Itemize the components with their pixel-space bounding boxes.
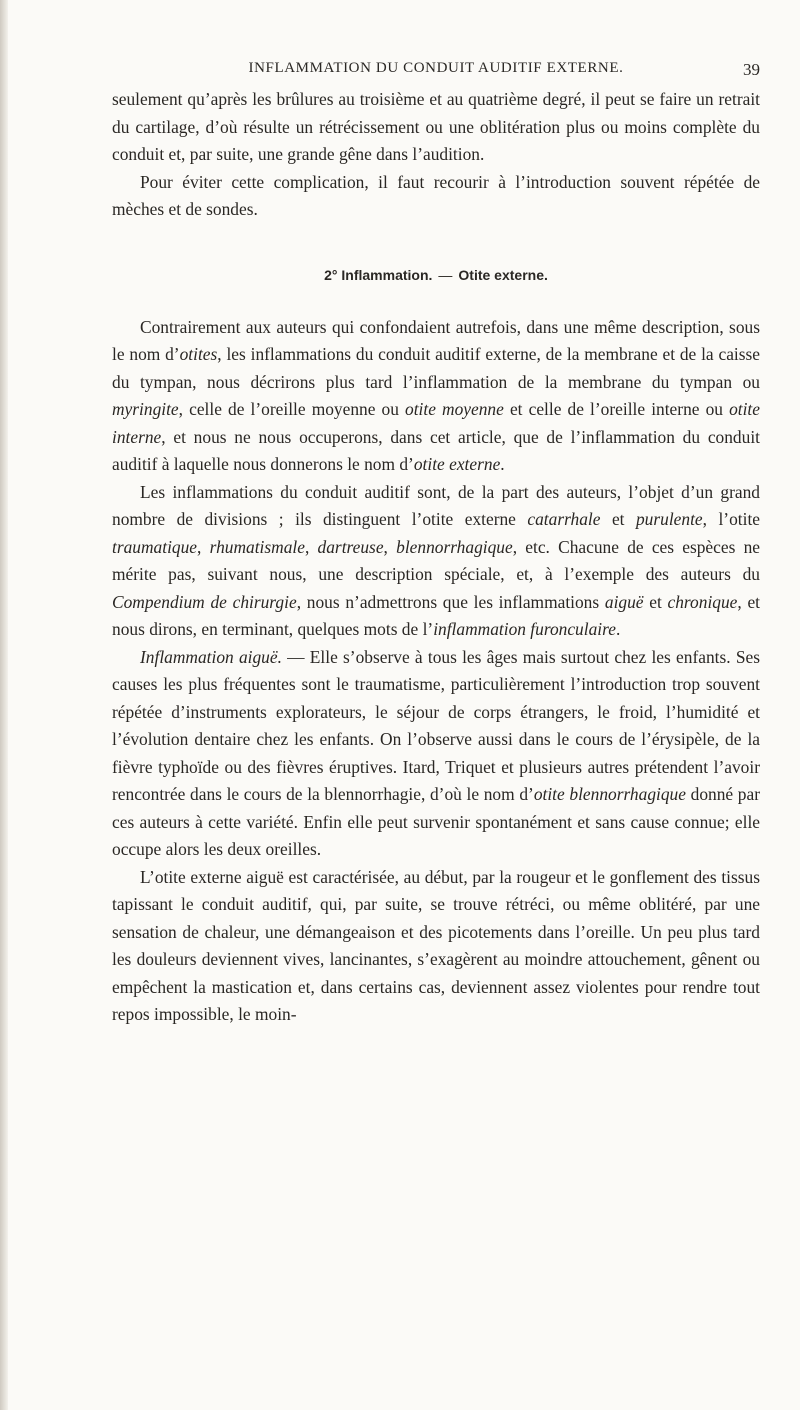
section-separator: — bbox=[438, 266, 453, 283]
paragraph-divisions: Les inflammations du conduit auditif sont, de la part des auteurs, l’objet d’un grand nombre de divisions ; ils distinguent l’otite externe catarrhale et purulente, l’otite traumatique, rhumatismale, dartreuse, blennorrhagique, etc. Chacune de ces espèces ne mérite pas, suivant nous, une description spéciale, et, à l’exemple des auteurs du Compendium de chirurgie, nous n’admettrons que les inflammations aiguë et chronique, et nous dirons, en terminant, quelques mots de l’inflammation furonculaire. bbox=[112, 481, 761, 639]
paragraph-continuation: seulement qu’après les brûlures au troisième et au quatrième degré, il peut se faire un retrait du cartilage, d’où résulte un rétrécissement ou une oblitération plus ou moins complète du conduit et, par suite, une grande gêne dans l’audition. bbox=[112, 89, 760, 164]
page-binding-edge bbox=[0, 0, 8, 1410]
section-number: 2° bbox=[324, 266, 338, 283]
section-heading bbox=[112, 266, 760, 284]
page-number: 39 bbox=[743, 60, 760, 79]
section-subtitle: Otite externe. bbox=[458, 266, 548, 283]
paragraph-acute-inflammation: Inflammation aiguë. — Elle s’observe à tous les âges mais surtout chez les enfants. Ses causes les plus fréquentes sont le traumatisme, particulièrement l’introduction trop souvent répétée d’instruments explorateurs, le séjour de corps étrangers, le froid, l’humidité et l’évolution dentaire chez les enfants. On l’observe aussi dans le cours de l’érysipèle, de la fièvre typhoïde ou des fièvres éruptives. Itard, Triquet et plusieurs autres prétendent l’avoir rencontrée dans le cours de la blennorrhagie, d’où le nom d’otite blennorrhagique donné par ces auteurs à cette variété. Enfin elle peut survenir spontanément et sans cause connue; elle occupe alors les deux oreilles. bbox=[112, 646, 760, 859]
paragraph-symptoms: L’otite externe aiguë est caractérisée, au début, par la rougeur et le gonflement des tissus tapissant le conduit auditif, qui, par suite, se trouve rétréci, ou même oblitéré, par une sensation de chaleur, une démangeaison et des picotements dans l’oreille. Un peu plus tard les douleurs deviennent vives, lancinantes, s’exagèrent au moindre attouchement, gênent ou empêchent la mastication et, dans certains cas, deviennent assez violentes pour rendre tout repos impossible, le moin- bbox=[112, 866, 760, 1024]
section-title: Inflammation. bbox=[341, 266, 433, 283]
paragraph-definitions: Contrairement aux auteurs qui confondaient autrefois, dans une même description, sous le nom d’otites, les inflammations du conduit auditif externe, de la membrane et de la caisse du tympan, nous décrirons plus tard l’inflammation de la membrane du tympan ou myringite, celle de l’oreille moyenne ou otite moyenne et celle de l’oreille interne ou otite interne, et nous ne nous occuperons, dans cet article, que de l’inflammation du conduit auditif à laquelle nous donnerons le nom d’otite externe. bbox=[112, 316, 760, 474]
running-head: INFLAMMATION DU CONDUIT AUDITIF EXTERNE. bbox=[248, 60, 624, 76]
body-text bbox=[112, 86, 760, 1029]
paragraph-complication: Pour éviter cette complication, il faut recourir à l’introduction souvent répétée de mèches et de sondes. bbox=[112, 171, 760, 219]
page-header bbox=[112, 60, 760, 86]
